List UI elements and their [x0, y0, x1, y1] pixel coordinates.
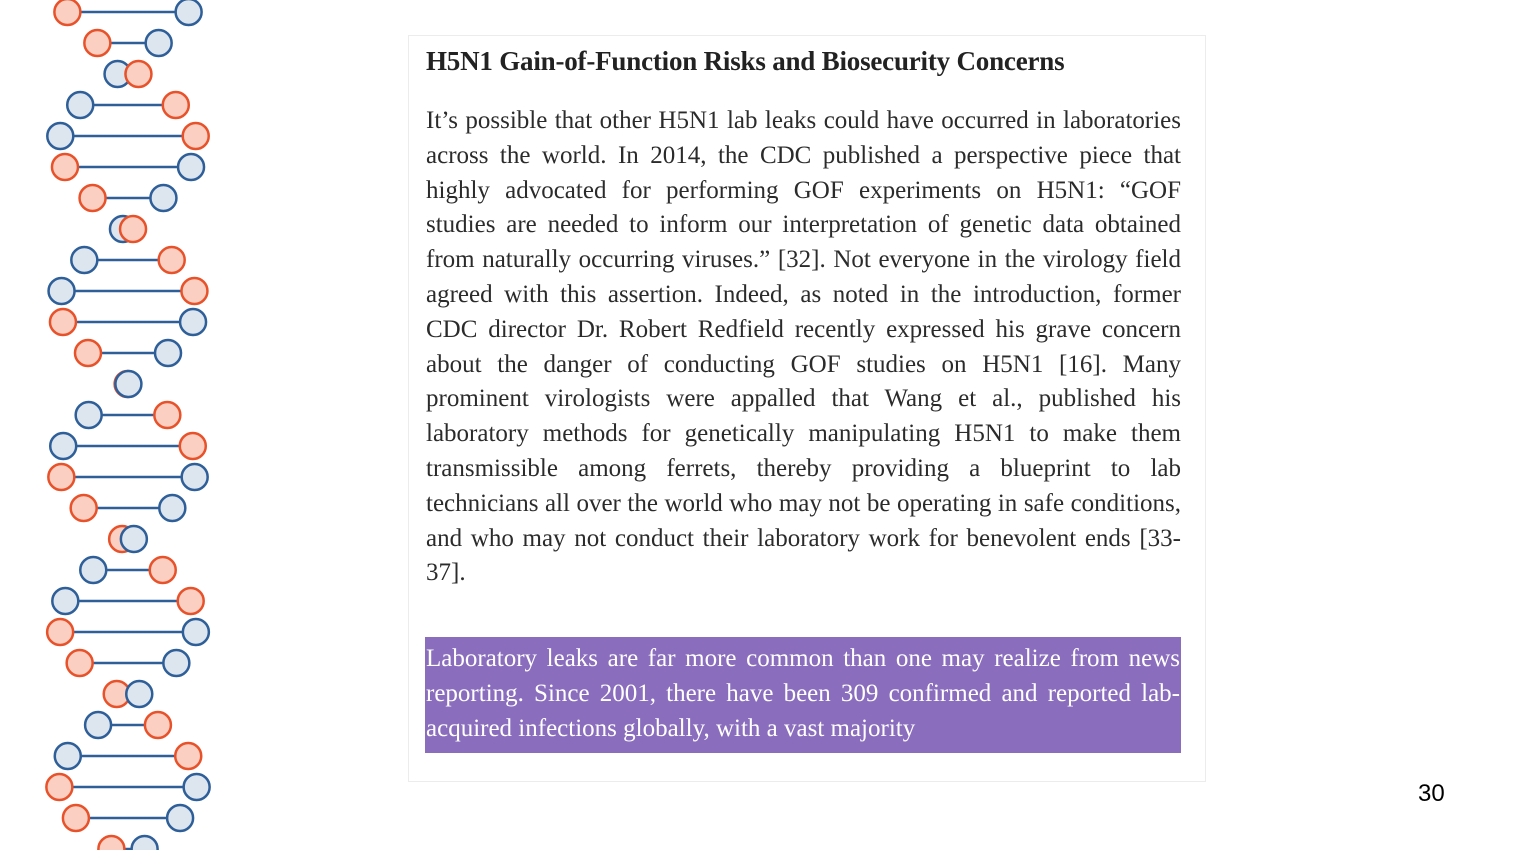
- dna-base-node: [71, 247, 97, 273]
- dna-base-node: [55, 743, 81, 769]
- dna-base-node: [175, 743, 201, 769]
- dna-base-node: [48, 464, 74, 490]
- dna-base-node: [80, 185, 106, 211]
- dna-base-node: [76, 402, 102, 428]
- dna-base-node: [183, 123, 209, 149]
- highlighted-passage: [425, 637, 1181, 753]
- dna-base-node: [63, 805, 89, 831]
- dna-base-node: [75, 340, 101, 366]
- dna-base-node: [50, 433, 76, 459]
- dna-base-node: [132, 836, 158, 850]
- dna-base-node: [46, 774, 72, 800]
- dna-base-node: [159, 247, 185, 273]
- dna-base-node: [184, 774, 210, 800]
- dna-base-node: [150, 185, 176, 211]
- dna-helix-icon: [0, 0, 260, 850]
- dna-base-node: [84, 30, 110, 56]
- dna-base-node: [154, 402, 180, 428]
- dna-base-node: [50, 309, 76, 335]
- body-paragraph: It’s possible that other H5N1 lab leaks could have occurred in laboratories across the world. In 2014, the CDC published a perspective piece that highly advocated for performing GOF experiments on H5N1: “GOF studies are needed to inform our interpretation of genetic data obtained from naturally occurring viruses.” [32]. Not everyone in the virology field agreed with this assertion. Indeed, as noted in the introduction, former CDC director Dr. Robert Redfield recently expressed his grave concern about the danger of conducting GOF studies on H5N1 [16]. Many prominent virologists were appalled that Wang et al., published his laboratory methods for genetically manipulating H5N1 to make them transmissible among ferrets, thereby providing a blueprint to lab technicians all over the world who may not be operating in safe conditions, and who may not conduct their laboratory work for benevolent ends [33-37].: [426, 107, 1181, 587]
- dna-base-node: [155, 340, 181, 366]
- dna-base-node: [126, 681, 152, 707]
- dna-base-node: [49, 278, 75, 304]
- dna-base-node: [178, 588, 204, 614]
- dna-base-node: [121, 526, 147, 552]
- dna-base-node: [47, 123, 73, 149]
- dna-base-node: [98, 836, 124, 850]
- article-excerpt: [408, 35, 1206, 782]
- dna-base-node: [115, 371, 141, 397]
- dna-base-node: [54, 0, 80, 25]
- dna-base-node: [178, 154, 204, 180]
- dna-base-node: [125, 61, 151, 87]
- dna-base-node: [181, 278, 207, 304]
- dna-base-node: [163, 650, 189, 676]
- dna-base-node: [182, 464, 208, 490]
- page-title: H5N1 Gain-of-Function Risks and Biosecurity Concerns: [426, 46, 1065, 76]
- highlighted-text: Laboratory leaks are far more common than one may realize from news reporting. Since 2001, there have been 309 confirmed and reported lab-acquired infections globally, with a vast majority: [426, 645, 1180, 742]
- dna-base-node: [71, 495, 97, 521]
- dna-base-node: [47, 619, 73, 645]
- page-number: 30: [1418, 780, 1445, 807]
- dna-base-node: [80, 557, 106, 583]
- dna-base-node: [167, 805, 193, 831]
- dna-base-node: [67, 92, 93, 118]
- dna-base-node: [120, 216, 146, 242]
- dna-base-node: [176, 0, 202, 25]
- dna-base-node: [146, 30, 172, 56]
- dna-base-node: [145, 712, 171, 738]
- dna-base-node: [150, 557, 176, 583]
- dna-base-node: [52, 154, 78, 180]
- dna-base-node: [67, 650, 93, 676]
- dna-base-node: [180, 309, 206, 335]
- dna-base-node: [85, 712, 111, 738]
- dna-base-node: [159, 495, 185, 521]
- dna-base-node: [52, 588, 78, 614]
- dna-base-node: [180, 433, 206, 459]
- dna-base-node: [183, 619, 209, 645]
- dna-base-node: [163, 92, 189, 118]
